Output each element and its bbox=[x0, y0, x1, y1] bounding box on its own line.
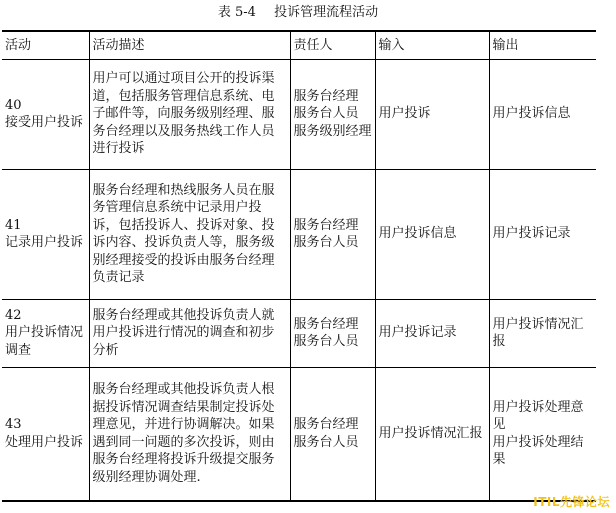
owner: 服务台人员 bbox=[293, 334, 359, 349]
activity-number: 42 bbox=[5, 307, 22, 323]
activity-number: 41 bbox=[5, 217, 22, 233]
table-header-row bbox=[2, 31, 596, 59]
output: 用户投诉处理结果 bbox=[492, 434, 584, 468]
activity-number: 43 bbox=[5, 417, 22, 433]
output-cell bbox=[489, 59, 596, 169]
owner: 服务台人员 bbox=[293, 235, 359, 250]
table-row bbox=[2, 367, 596, 501]
activity-cell bbox=[2, 59, 89, 169]
header-activity: 活动 bbox=[5, 37, 32, 53]
output-cell bbox=[489, 367, 596, 501]
table-caption bbox=[0, 4, 596, 22]
table-row bbox=[2, 169, 596, 299]
activity-name: 用户投诉情况调查 bbox=[5, 325, 84, 358]
header-output: 输出 bbox=[489, 31, 596, 59]
output: 用户投诉处理意见 bbox=[492, 399, 584, 433]
header-description: 活动描述 bbox=[89, 31, 290, 59]
input-cell: 用户投诉情况汇报 bbox=[375, 367, 489, 501]
input-cell: 用户投诉信息 bbox=[375, 169, 489, 299]
owner-cell bbox=[290, 367, 375, 501]
activity-cell bbox=[2, 367, 89, 501]
owner: 服务台经理 bbox=[293, 88, 359, 104]
owner: 服务台经理 bbox=[293, 417, 359, 433]
activity-name: 处理用户投诉 bbox=[5, 434, 84, 450]
owner: 服务台人员 bbox=[293, 434, 359, 450]
owner-cell bbox=[290, 169, 375, 299]
input-cell: 用户投诉 bbox=[375, 59, 489, 169]
activity-cell bbox=[2, 299, 89, 367]
activity-name: 接受用户投诉 bbox=[5, 115, 84, 130]
table-title: 投诉管理流程活动 bbox=[274, 5, 379, 20]
forum-watermark: ITIL先锋论坛 bbox=[533, 495, 610, 509]
activity-cell bbox=[2, 169, 89, 299]
activity-description: 用户可以通过项目公开的投诉渠道，包括服务管理信息系统、电子邮件等，向服务级别经理、服务台经理以及服务热线工作人员进行投诉 bbox=[89, 59, 290, 169]
header-input: 输入 bbox=[375, 31, 489, 59]
output: 用户投诉信息 bbox=[492, 106, 571, 122]
process-activity-table bbox=[2, 30, 596, 502]
activity-description: 服务台经理或其他投诉负责人根据投诉情况调查结果制定投诉处理意见，并进行协调解决。如果遇到同一问题的多次投诉，则由服务台经理将投诉升级提交服务级别经理协调处理. bbox=[89, 367, 290, 501]
output-cell bbox=[489, 299, 596, 367]
owner: 服务级别经理 bbox=[293, 123, 372, 139]
input-cell: 用户投诉记录 bbox=[375, 299, 489, 367]
header-owner: 责任人 bbox=[290, 31, 375, 59]
table-number: 表 5-4 bbox=[217, 5, 256, 20]
table-row bbox=[2, 299, 596, 367]
output-cell bbox=[489, 169, 596, 299]
output: 用户投诉记录 bbox=[492, 226, 571, 242]
owner: 服务台经理 bbox=[293, 217, 359, 233]
activity-description: 服务台经理或其他投诉负责人就用户投诉进行情况的调查和初步分析 bbox=[89, 299, 290, 367]
owner-cell bbox=[290, 299, 375, 367]
owner: 服务台人员 bbox=[293, 106, 359, 122]
activity-description: 服务台经理和热线服务人员在服务管理信息系统中记录用户投诉，包括投诉人、投诉对象、投诉内容、投诉负责人等，服务级别经理接受的投诉由服务台经理负责记录 bbox=[89, 169, 290, 299]
table-row bbox=[2, 59, 596, 169]
owner: 服务台经理 bbox=[293, 316, 359, 332]
activity-name: 记录用户投诉 bbox=[5, 235, 84, 250]
activity-number: 40 bbox=[5, 97, 22, 113]
output: 用户投诉情况汇报 bbox=[492, 316, 584, 349]
owner-cell bbox=[290, 59, 375, 169]
